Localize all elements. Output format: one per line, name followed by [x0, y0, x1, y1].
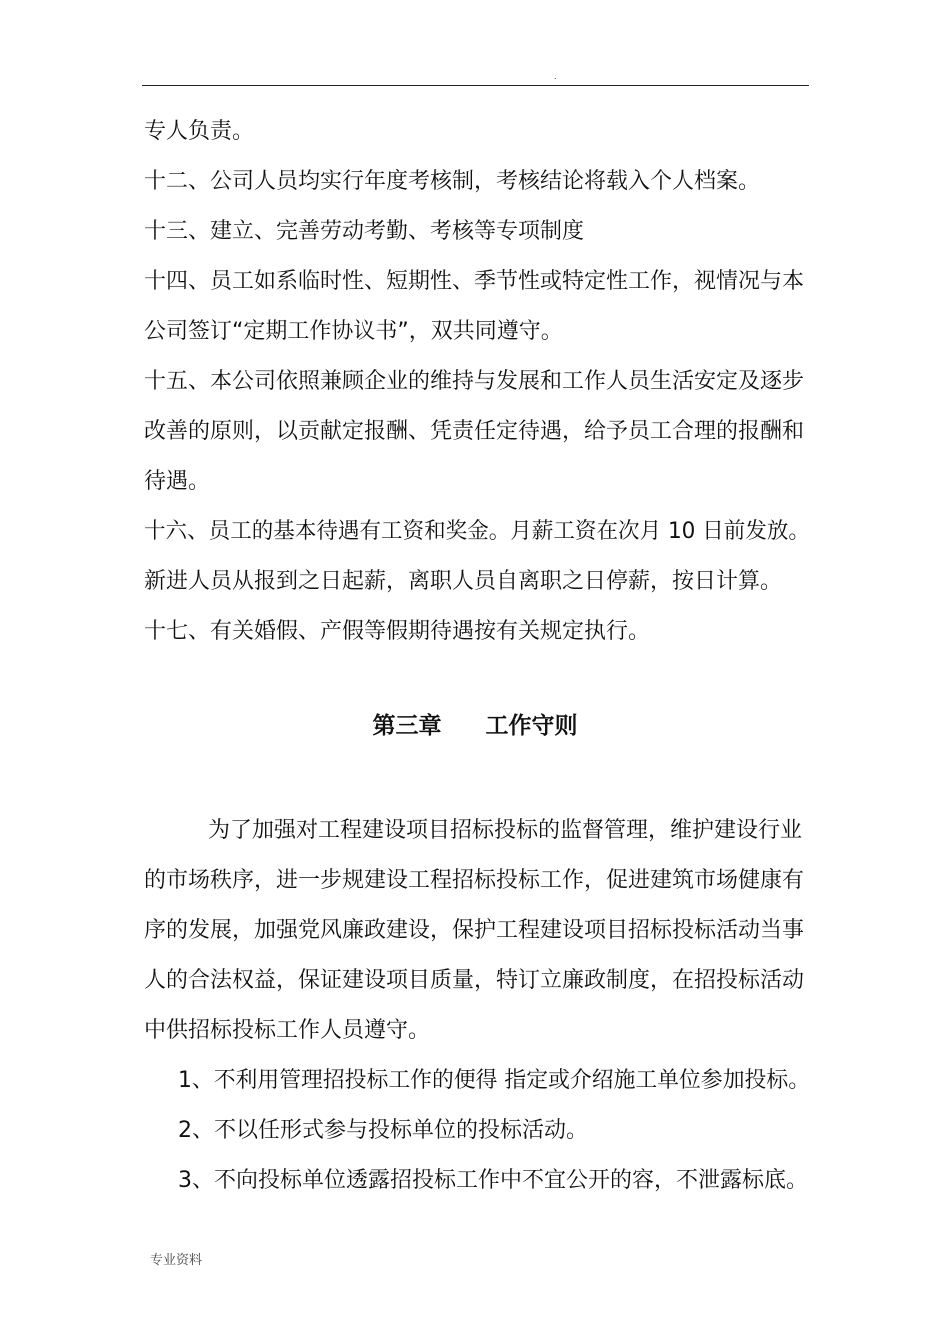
text-line: 专人负责。 — [144, 119, 255, 144]
rule-item: 1、不利用管理招投标工作的便得 指定或介绍施工单位参加投标。 — [178, 1068, 811, 1093]
rule-item: 3、不向投标单位透露招投标工作中不宜公开的容，不泄露标底。 — [178, 1168, 808, 1193]
text-line: 十六、员工的基本待遇有工资和奖金。月薪工资在次月 10 日前发放。 — [144, 519, 810, 544]
chapter-number: 第三章 — [372, 713, 442, 739]
text-line: 十二、公司人员均实行年度考核制，考核结论将载入个人档案。 — [144, 169, 761, 194]
footer-label: 专业资料 — [150, 1253, 203, 1268]
intro-line: 人的合法权益，保证建设项目质量，特订立廉政制度，在招投标活动 — [144, 968, 805, 993]
text-line: 待遇。 — [144, 469, 211, 494]
text-line: 十七、有关婚假、产假等假期待遇按有关规定执行。 — [144, 619, 651, 644]
text-line: 新进人员从报到之日起薪，离职人员自离职之日停薪，按日计算。 — [144, 569, 783, 594]
intro-line: 中供招标投标工作人员遵守。 — [144, 1018, 431, 1043]
intro-line: 序的发展，加强党风廉政建设，保护工程建设项目招标投标活动当事 — [144, 918, 805, 943]
text-line: 十五、本公司依照兼顾企业的维持与发展和工作人员生活安定及逐步 — [144, 369, 805, 394]
chapter-heading — [0, 710, 950, 742]
header-mark: . — [554, 72, 557, 81]
intro-line: 的市场秩序，进一步规建设工程招标投标工作，促进建筑市场健康有 — [144, 868, 805, 893]
text-line: 公司签订“定期工作协议书”，双共同遵守。 — [144, 319, 563, 344]
text-line: 十四、员工如系临时性、短期性、季节性或特定性工作，视情况与本 — [144, 269, 805, 294]
text-line: 十三、建立、完善劳动考勤、考核等专项制度 — [144, 219, 585, 244]
intro-line: 为了加强对工程建设项目招标投标的监督管理，维护建设行业 — [208, 818, 803, 843]
chapter-title: 工作守则 — [485, 713, 578, 739]
header-rule — [142, 85, 809, 86]
text-line: 改善的原则，以贡献定报酬、凭责任定待遇，给予员工合理的报酬和 — [144, 419, 805, 444]
rule-item: 2、不以任形式参与投标单位的投标活动。 — [178, 1118, 588, 1143]
